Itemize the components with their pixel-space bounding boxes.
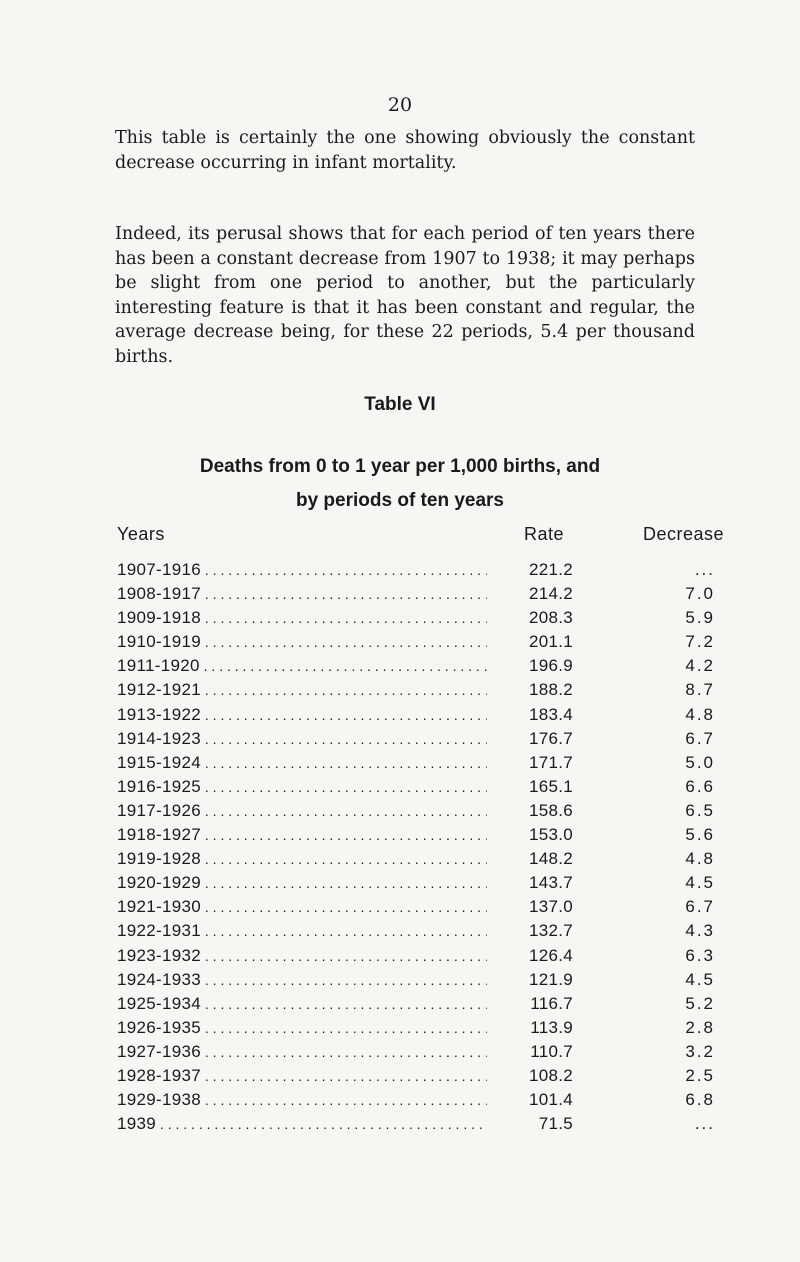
period-cell: 1924-1933 . . . bbox=[117, 968, 487, 992]
rate-cell: 148.2 bbox=[528, 849, 573, 869]
decrease-cell: 6.6 bbox=[685, 776, 715, 796]
period-cell: 1920-1929 . . . bbox=[117, 871, 487, 895]
table-row bbox=[117, 606, 717, 630]
decrease-cell: 6.7 bbox=[685, 897, 715, 917]
table-row bbox=[117, 919, 717, 943]
period-cell: 1917-1926 . . . bbox=[117, 799, 487, 823]
period-cell: 1913-1922 . . . bbox=[117, 703, 487, 727]
decrease-cell: ... bbox=[694, 560, 715, 579]
decrease-cell: 5.6 bbox=[685, 825, 715, 845]
decrease-cell: 8.7 bbox=[685, 680, 715, 700]
table-row bbox=[117, 558, 717, 582]
table-row bbox=[117, 582, 717, 606]
table-row bbox=[117, 1088, 717, 1112]
rate-cell: 158.6 bbox=[528, 800, 573, 820]
rate-cell: 71.5 bbox=[538, 1114, 573, 1134]
period-cell: 1908-1917 . . . bbox=[117, 582, 487, 606]
period-cell: 1919-1928 . . . bbox=[117, 847, 487, 871]
decrease-cell: 7.2 bbox=[685, 632, 715, 652]
paragraph-analysis: Indeed, its perusal shows that for each period of ten years there has been a constant decrease from 1907 to 1938; it may perhaps be slight from one period to another, but the particularly interesting feature is that it has been constant and regular, the average decrease being, for these 22 periods, 5.4 per thousand births. bbox=[115, 224, 695, 367]
decrease-cell: 5.0 bbox=[685, 752, 715, 772]
period-cell: 1928-1937 . . . bbox=[117, 1064, 487, 1088]
decrease-cell: 6.7 bbox=[685, 728, 715, 748]
table-row bbox=[117, 1064, 717, 1088]
rate-cell: 126.4 bbox=[528, 945, 573, 965]
table-title: Table VI bbox=[364, 394, 436, 415]
decrease-cell: 2.8 bbox=[685, 1017, 715, 1037]
rate-cell: 221.2 bbox=[528, 560, 573, 579]
rate-cell: 188.2 bbox=[528, 680, 573, 700]
table-row bbox=[117, 727, 717, 751]
period-cell: 1912-1921 . . . bbox=[117, 678, 487, 702]
table-caption bbox=[0, 450, 800, 518]
rate-cell: 208.3 bbox=[528, 608, 573, 628]
rate-cell: 143.7 bbox=[528, 873, 573, 893]
rate-cell: 113.9 bbox=[530, 1017, 573, 1037]
rate-cell: 116.7 bbox=[530, 993, 573, 1013]
rate-cell: 110.7 bbox=[530, 1041, 573, 1061]
table-header bbox=[117, 524, 725, 548]
table-caption-line-1: Deaths from 0 to 1 year per 1,000 births, and bbox=[199, 456, 601, 477]
period-cell: 1926-1935 . . . bbox=[117, 1016, 487, 1040]
period-cell: 1914-1923 . . . bbox=[117, 727, 487, 751]
table-row bbox=[117, 1112, 717, 1136]
period-cell: 1916-1925 . . . bbox=[117, 775, 487, 799]
decrease-cell: 4.8 bbox=[685, 704, 715, 724]
period-cell: 1929-1938 . . . bbox=[117, 1088, 487, 1112]
table-row bbox=[117, 630, 717, 654]
decrease-cell: 5.9 bbox=[685, 608, 715, 628]
decrease-cell: 5.2 bbox=[685, 993, 715, 1013]
table-caption-line-2: by periods of ten years bbox=[295, 490, 504, 511]
table-row bbox=[117, 678, 717, 702]
rate-cell: 121.9 bbox=[528, 969, 573, 989]
table-row bbox=[117, 823, 717, 847]
rate-cell: 176.7 bbox=[528, 728, 573, 748]
table-row bbox=[117, 654, 717, 678]
period-cell: 1915-1924 . . . bbox=[117, 751, 487, 775]
rate-cell: 214.2 bbox=[528, 584, 573, 604]
period-cell: 1907-1916 . . . bbox=[117, 558, 487, 582]
rate-cell: 183.4 bbox=[528, 704, 573, 724]
table-row bbox=[117, 703, 717, 727]
decrease-cell: 6.8 bbox=[685, 1090, 715, 1110]
table-row bbox=[117, 992, 717, 1016]
table-row bbox=[117, 847, 717, 871]
period-cell: 1922-1931 . . . bbox=[117, 919, 487, 943]
table-row bbox=[117, 799, 717, 823]
table-row bbox=[117, 871, 717, 895]
table-row bbox=[117, 895, 717, 919]
decrease-cell: 6.3 bbox=[685, 945, 715, 965]
period-cell: 1911-1920 . . . bbox=[117, 654, 487, 678]
decrease-cell: 7.0 bbox=[685, 584, 715, 604]
decrease-cell: ... bbox=[694, 1114, 715, 1134]
table-row bbox=[117, 775, 717, 799]
table-row bbox=[117, 751, 717, 775]
column-header-decrease: Decrease bbox=[643, 524, 725, 544]
column-header-rate: Rate bbox=[524, 524, 565, 544]
rate-cell: 165.1 bbox=[528, 776, 573, 796]
decrease-cell: 4.2 bbox=[685, 656, 715, 676]
column-header-years: Years bbox=[117, 524, 165, 544]
table-row bbox=[117, 1040, 717, 1064]
decrease-cell: 4.5 bbox=[685, 969, 715, 989]
period-cell: 1927-1936 . . . bbox=[117, 1040, 487, 1064]
period-cell: 1918-1927 . . . bbox=[117, 823, 487, 847]
table-body bbox=[117, 558, 717, 1136]
decrease-cell: 6.5 bbox=[685, 800, 715, 820]
table-row bbox=[117, 944, 717, 968]
rate-cell: 196.9 bbox=[528, 656, 573, 676]
decrease-cell: 4.3 bbox=[685, 921, 715, 941]
period-cell: 1939 . . . bbox=[117, 1112, 487, 1136]
period-cell: 1909-1918 . . . bbox=[117, 606, 487, 630]
period-cell: 1910-1919 . . . bbox=[117, 630, 487, 654]
paragraph-intro: This table is certainly the one showing obviously the constant decrease occurring in infant mortality. bbox=[115, 128, 695, 173]
decrease-cell: 2.5 bbox=[685, 1065, 715, 1085]
decrease-cell: 4.8 bbox=[685, 849, 715, 869]
period-cell: 1923-1932 . . . bbox=[117, 944, 487, 968]
rate-cell: 137.0 bbox=[528, 897, 573, 917]
table-row bbox=[117, 1016, 717, 1040]
table-row bbox=[117, 968, 717, 992]
decrease-cell: 3.2 bbox=[685, 1041, 715, 1061]
rate-cell: 171.7 bbox=[528, 752, 573, 772]
rate-cell: 153.0 bbox=[528, 825, 573, 845]
period-cell: 1921-1930 . . . bbox=[117, 895, 487, 919]
period-cell: 1925-1934 . . . bbox=[117, 992, 487, 1016]
decrease-cell: 4.5 bbox=[685, 873, 715, 893]
rate-cell: 101.4 bbox=[528, 1090, 573, 1110]
rate-cell: 132.7 bbox=[528, 921, 573, 941]
rate-cell: 108.2 bbox=[528, 1065, 573, 1085]
rate-cell: 201.1 bbox=[528, 632, 573, 652]
page-number: 20 bbox=[387, 94, 413, 116]
